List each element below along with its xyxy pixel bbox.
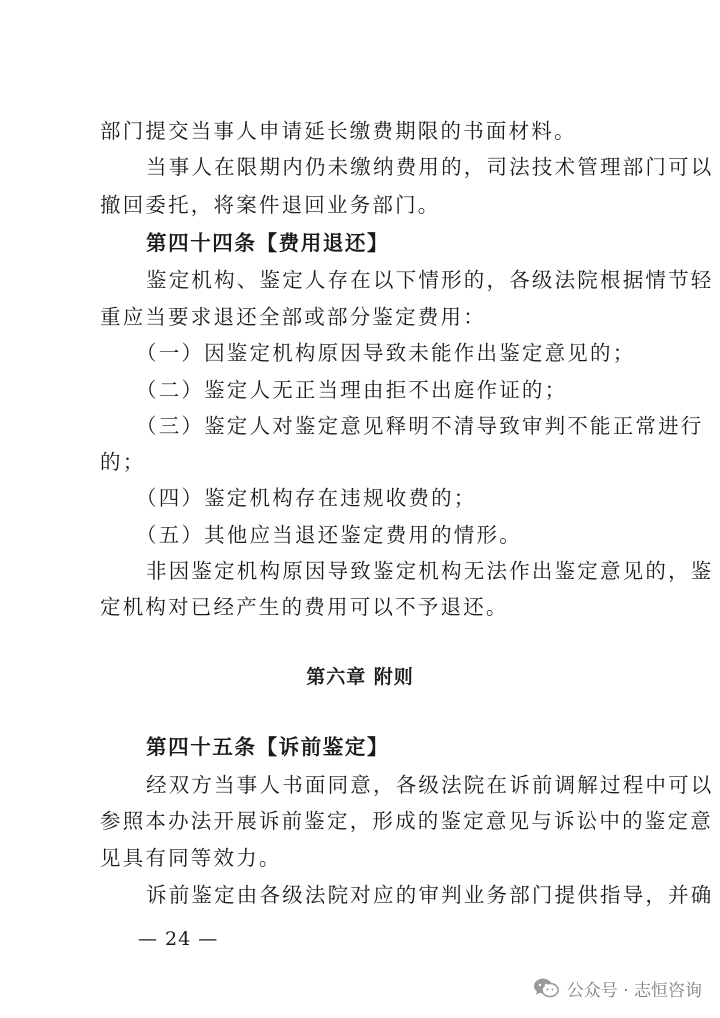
- article-heading-45: 第四十五条【诉前鉴定】: [146, 735, 390, 759]
- paragraph-start: 非因鉴定机构原因导致鉴定机构无法作出鉴定意见的，鉴: [146, 559, 714, 583]
- chapter-heading: 第六章 附则: [306, 666, 414, 688]
- text-line: 重应当要求退还全部或部分鉴定费用：: [100, 305, 486, 329]
- text-line: 见具有同等效力。: [100, 846, 282, 870]
- text-line: 部门提交当事人申请延长缴费期限的书面材料。: [100, 119, 577, 143]
- list-item: （三）鉴定人对鉴定意见释明不清导致审判不能正常进行: [136, 414, 704, 438]
- paragraph-start: 当事人在限期内仍未缴纳费用的，司法技术管理部门可以: [146, 155, 714, 179]
- paragraph-start: 诉前鉴定由各级法院对应的审判业务部门提供指导，并确: [146, 883, 714, 907]
- list-item: （五）其他应当退还鉴定费用的情形。: [136, 523, 522, 547]
- list-item: （二）鉴定人无正当理由拒不出庭作证的；: [136, 378, 568, 402]
- text-line: 的；: [100, 450, 146, 474]
- list-item: （一）因鉴定机构原因导致未能作出鉴定意见的；: [136, 341, 636, 365]
- watermark-text: 公众号 · 志恒咨询: [566, 980, 702, 1001]
- page-number: — 24 —: [138, 928, 219, 950]
- text-line: 定机构对已经产生的费用可以不予退还。: [100, 595, 509, 619]
- text-line: 撤回委托，将案件退回业务部门。: [100, 193, 441, 217]
- article-heading-44: 第四十四条【费用退还】: [146, 231, 390, 255]
- wechat-icon: [533, 977, 559, 999]
- paragraph-start: 经双方当事人书面同意，各级法院在诉前调解过程中可以: [146, 773, 714, 797]
- text-line: 参照本办法开展诉前鉴定，形成的鉴定意见与诉讼中的鉴定意: [100, 809, 713, 833]
- watermark: [533, 975, 702, 1001]
- list-item: （四）鉴定机构存在违规收费的；: [136, 486, 477, 510]
- paragraph-start: 鉴定机构、鉴定人存在以下情形的，各级法院根据情节轻: [146, 268, 714, 292]
